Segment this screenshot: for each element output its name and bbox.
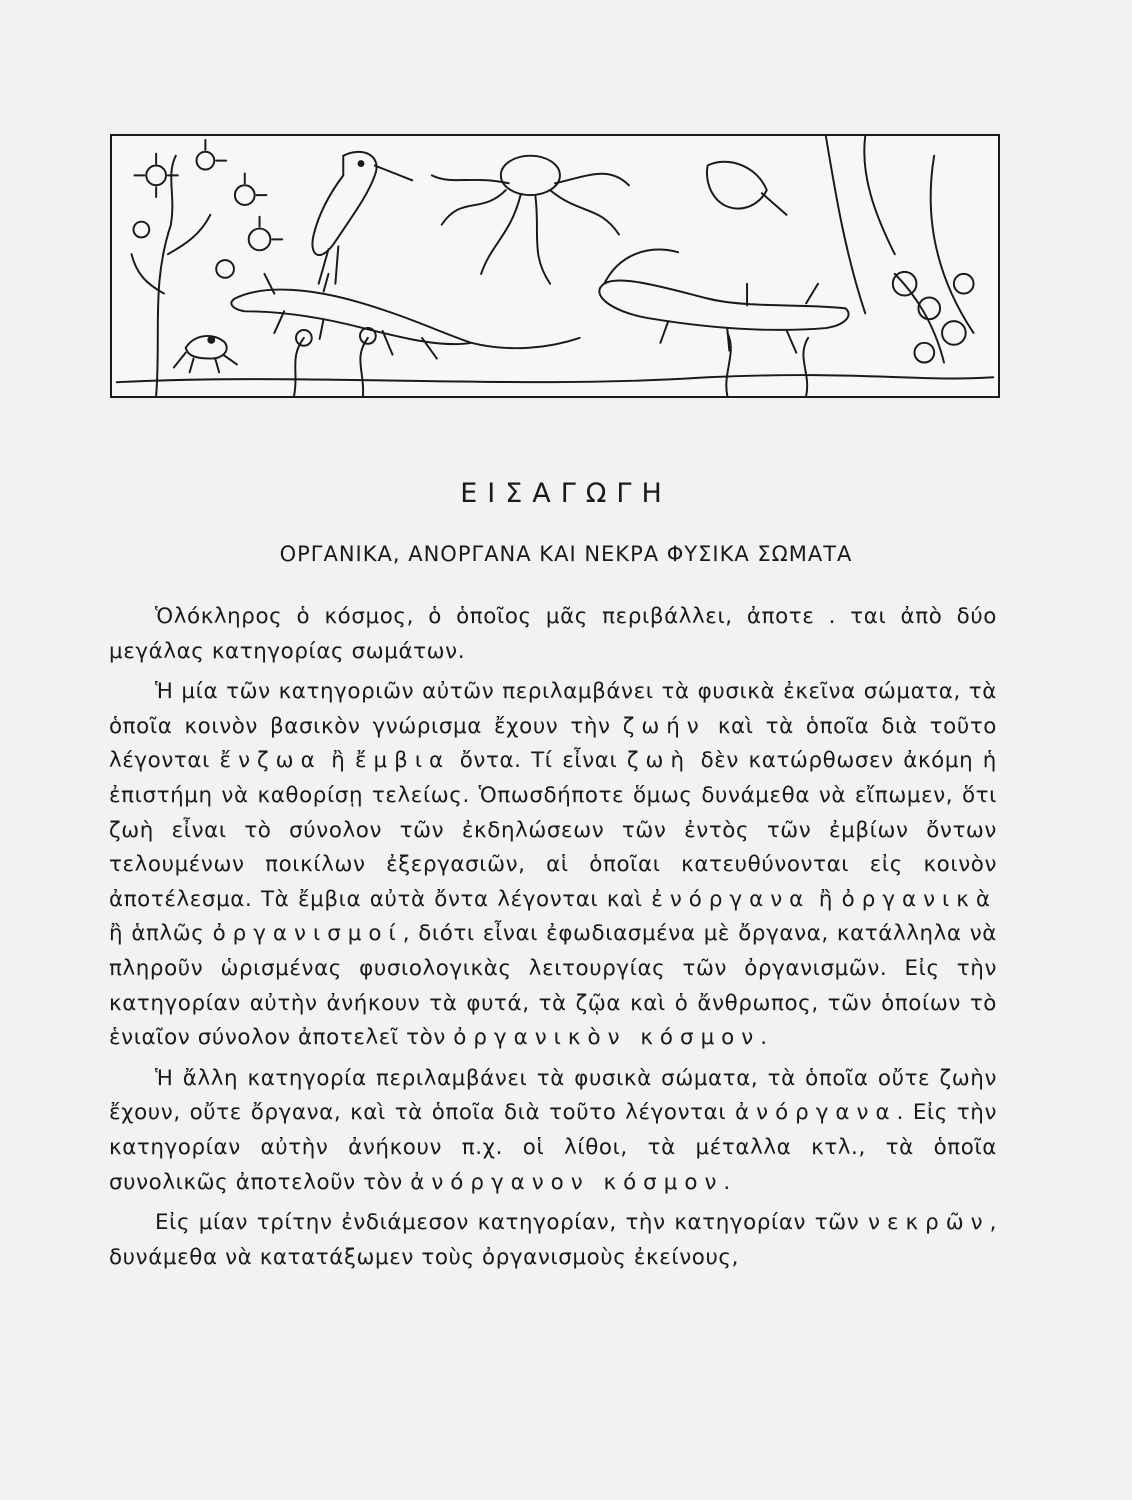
- emphasized-term: ὀργανικὸν κόσμον: [453, 1025, 761, 1051]
- emphasized-term: ζωὴ: [626, 748, 691, 774]
- emphasized-term: ἔμβια: [355, 748, 451, 774]
- text-run: .: [723, 1169, 731, 1195]
- text-run: ἢ ἁπλῶς: [109, 921, 213, 947]
- text-run: καὶ τὰ ὁποῖα διὰ τοῦτο λέγονται: [109, 713, 997, 774]
- paragraph-2: [109, 675, 997, 1056]
- chapter-heading: ΕΙΣΑΓΩΓΗ: [460, 478, 672, 509]
- paragraph-4: [109, 1206, 997, 1275]
- emphasized-term: νεκρῶν: [868, 1210, 990, 1236]
- emphasized-term: ἀνόργανον κόσμον: [410, 1169, 724, 1195]
- emphasized-term: ζωήν: [622, 713, 706, 739]
- text-run: . Εἰς τὴν κατηγορίαν αὐτὴν ἀνήκουν π.χ. οἱ λίθοι, τὰ μέταλλα κτλ., τὰ ὁποῖα συνολικῶς ἀποτελοῦν τὸν: [109, 1100, 997, 1195]
- emphasized-term: ἀνόργανα: [735, 1100, 897, 1126]
- paragraph-1: [109, 600, 997, 669]
- text-run: ἢ: [321, 748, 355, 774]
- section-subheading: ΟΡΓΑΝΙΚΑ, ΑΝΟΡΓΑΝΑ ΚΑΙ ΝΕΚΡΑ ΦΥΣΙΚΑ ΣΩΜΑΤΑ: [279, 542, 853, 566]
- text-run: Ὁλόκληρος ὁ κόσμος, ὁ ὁποῖος μᾶς περιβάλλει, ἀποτε . ται ἀπὸ δύο μεγάλας κατηγορίας σωμάτων.: [109, 604, 997, 664]
- text-run: ὄντα. Τί εἶναι: [450, 748, 627, 774]
- text-run: δὲν κατώρθωσεν ἀκόμη ἡ ἐπιστήμη νὰ καθορίσῃ τελείως. Ὁπωσδήποτε ὅμως δυνάμεθα νὰ εἴπωμεν, ὅτι ζωὴ εἶναι τὸ σύνολον τῶν ἐκδηλώσεων τῶν ἐντὸς τῶν ἐμβίων ὄντων τελουμένων ποικίλων ἐξεργασιῶν, αἱ ὁποῖαι κατευθύνονται εἰς κοινὸν ἀποτέλεσμα. Τὰ ἔμβια αὐτὰ ὄντα λέγονται καὶ: [109, 748, 997, 912]
- body-text: [109, 600, 997, 1275]
- text-run: .: [760, 1025, 768, 1051]
- emphasized-term: ὀργανισμοί: [212, 921, 403, 947]
- engraving-drawing: [112, 136, 998, 396]
- nature-engraving-illustration: [110, 134, 1000, 398]
- text-run: Ἡ μία τῶν κατηγοριῶν αὐτῶν περιλαμβάνει τὰ φυσικὰ ἐκεῖνα σώματα, τὰ ὁποῖα κοινὸν βασικὸν γνώρισμα ἔχουν τὴν: [109, 679, 997, 739]
- text-run: Εἰς μίαν τρίτην ἐνδιάμεσον κατηγορίαν, τὴν κατηγορίαν τῶν: [155, 1210, 869, 1236]
- text-run: Ἡ ἄλλη κατηγορία περιλαμβάνει τὰ φυσικὰ σώματα, τὰ ὁποῖα οὔτε ζωὴν ἔχουν, οὔτε ὄργανα, καὶ τὰ ὁποῖα διὰ τοῦτο λέγονται: [109, 1065, 997, 1126]
- emphasized-term: ὀργανικὰ: [841, 886, 997, 912]
- text-run: , δυνάμεθα νὰ κατατάξωμεν τοὺς ὀργανισμοὺς ἐκείνους,: [109, 1210, 997, 1270]
- text-run: , διότι εἶναι ἐφωδιασμένα μὲ ὄργανα, κατάλληλα νὰ πληροῦν ὡρισμένας φυσιολογικὰς λειτουργίας τῶν ὀργανισμῶν. Εἰς τὴν κατηγορίαν αὐτὴν ἀνήκουν τὰ φυτά, τὰ ζῷα καὶ ὁ ἄνθρωπος, τῶν ὁποίων τὸ ἑνιαῖον σύνολον ἀποτελεῖ τὸν: [109, 921, 997, 1051]
- emphasized-term: ἔνζωα: [219, 748, 322, 774]
- text-run: ἢ: [810, 886, 842, 912]
- emphasized-term: ἐνόργανα: [651, 886, 811, 912]
- paragraph-3: [109, 1062, 997, 1200]
